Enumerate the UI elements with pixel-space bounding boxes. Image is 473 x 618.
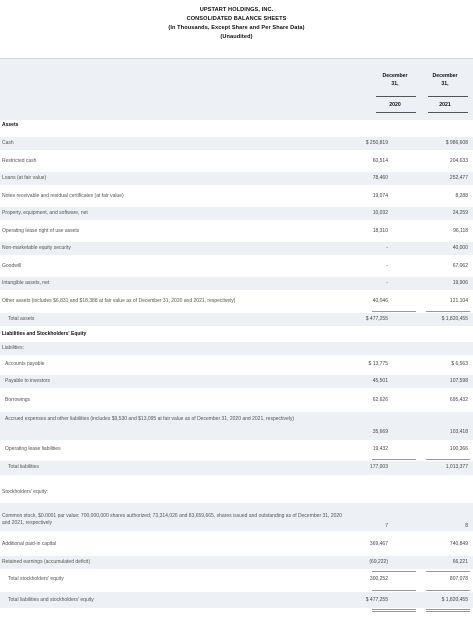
row-label: Total liabilities [8, 464, 39, 470]
value-2020: 60,514 [372, 158, 388, 164]
value-2020: $ 250,819 [365, 140, 388, 146]
subtotal-line [372, 590, 416, 591]
audit-note: (Unaudited) [220, 34, 253, 40]
row-label: Operating lease liabilities [5, 446, 61, 452]
row-label: Retained earnings (accumulated deficit) [2, 559, 91, 565]
subtotal-line [426, 459, 470, 460]
subtotal-line [372, 571, 416, 572]
value-2021: 121,104 [449, 298, 468, 304]
table-row [0, 155, 473, 168]
table-row [0, 277, 473, 290]
value-2020: $ 13,775 [368, 361, 388, 367]
col-2021-month: December [432, 73, 458, 79]
value-2020: - [386, 263, 388, 269]
table-row [0, 190, 473, 203]
subtotal-line [426, 590, 470, 591]
units-note: (In Thousands, Except Share and Per Share Data) [168, 25, 305, 31]
row-label: Restricted cash [2, 158, 37, 164]
statement-title: CONSOLIDATED BALANCE SHEETS [186, 16, 287, 22]
value-2020: 19,432 [372, 446, 388, 452]
value-2020: $ 477,255 [365, 316, 388, 322]
col-2021-year: 2021 [439, 102, 451, 108]
table-row [0, 412, 473, 440]
row-label: Intangible assets, net [2, 280, 50, 286]
col-2021-underline [428, 96, 468, 97]
row-label: Borrowings [5, 397, 31, 403]
column-header-band [0, 58, 473, 120]
row-label: Other assets (includes $6,831 and $18,388 at fair value as of December 31, 2020 and 2021, respectively) [2, 298, 236, 304]
row-label: Payable to investors [5, 378, 51, 384]
table-row [0, 358, 473, 371]
row-label: Goodwill [2, 263, 22, 269]
row-label: Property, equipment, and software, net [2, 210, 88, 216]
value-2020: 45,501 [372, 378, 388, 384]
value-2021: $ 1,820,455 [441, 316, 468, 322]
value-2021: 8 [465, 523, 468, 529]
row-label: Total stockholders' equity [8, 576, 64, 582]
value-2020: 40,046 [372, 298, 388, 304]
table-row [0, 538, 473, 551]
value-2020: 18,310 [372, 228, 388, 234]
table-row [0, 242, 473, 255]
value-2020: 62,626 [372, 397, 388, 403]
value-2021: 740,849 [449, 541, 468, 547]
value-2020: (69,222) [369, 559, 388, 565]
row-label: Common stock, $0.0001 par value; 700,000,000 shares authorized; 73,314,026 and 83,659,665, shares issued and outstanding as of December 31, 2020 and 2021, respectively [2, 513, 342, 526]
statement-header [0, 6, 473, 42]
table-row-total [0, 592, 473, 608]
col-2020-month: December [382, 73, 408, 79]
value-2020: 78,460 [372, 175, 388, 181]
table-row [0, 443, 473, 456]
row-label: Non-marketable equity security [2, 245, 71, 251]
section-label: Assets [2, 122, 19, 128]
value-2020: - [386, 280, 388, 286]
divider [0, 58, 473, 59]
value-2021: 252,477 [449, 175, 468, 181]
col-2021-header [410, 72, 473, 88]
value-2021: $ 1,820,455 [441, 597, 468, 603]
row-label: Operating lease right of use assets [2, 228, 80, 234]
value-2020: 10,032 [372, 210, 388, 216]
double-underline [426, 611, 470, 612]
value-2021: 24,259 [452, 210, 468, 216]
value-2020: 369,467 [369, 541, 388, 547]
table-row [0, 375, 473, 388]
subsection-liabilities [0, 342, 473, 355]
table-row [0, 172, 473, 185]
value-2021: 100,366 [449, 446, 468, 452]
subtotal-line [372, 311, 416, 312]
table-row-total [0, 313, 473, 326]
col-2021-underline-2 [428, 112, 468, 113]
value-2021: 67,062 [452, 263, 468, 269]
value-2020: 35,669 [372, 429, 388, 435]
col-2021-day: 31, [441, 81, 449, 87]
row-label: Notes receivable and residual certificates (at fair value) [2, 193, 124, 199]
value-2020: 300,252 [369, 576, 388, 582]
value-2020: 177,003 [369, 464, 388, 470]
section-liab-equity [0, 329, 473, 339]
subsection-equity [0, 487, 473, 497]
row-label: Accrued expenses and other liabilities (includes $9,530 and $13,095 at fair value as of December 31, 2020 and 2021, respectively) [5, 416, 295, 422]
double-underline [372, 609, 416, 610]
company-name: UPSTART HOLDINGS, INC. [199, 7, 274, 13]
row-label: Total assets [8, 316, 35, 322]
subsection-label: Stockholders' equity: [2, 489, 48, 495]
value-2021: 40,000 [452, 245, 468, 251]
value-2021: 807,078 [449, 576, 468, 582]
col-2020-year: 2020 [389, 102, 401, 108]
value-2021: 66,221 [452, 559, 468, 565]
subsection-label: Liabilities: [2, 345, 24, 351]
section-assets [0, 121, 473, 130]
row-label: Cash [2, 140, 14, 146]
value-2021: 19,906 [452, 280, 468, 286]
value-2021: 96,118 [453, 228, 468, 234]
value-2020: 19,074 [372, 193, 388, 199]
double-underline [426, 609, 470, 610]
table-row [0, 394, 473, 407]
table-row [0, 260, 473, 273]
row-label: Additional paid-in capital [2, 541, 57, 547]
table-row [0, 137, 473, 150]
subtotal-line [426, 571, 470, 572]
value-2021: 103,418 [449, 429, 468, 435]
table-row-total [0, 461, 473, 475]
table-row [0, 556, 473, 569]
col-2020-underline-2 [376, 112, 416, 113]
row-label: Total liabilities and stockholders' equity [8, 597, 94, 603]
col-2020-underline [376, 96, 416, 97]
subtotal-line [372, 459, 416, 460]
value-2021: 695,432 [449, 397, 468, 403]
table-row-total [0, 573, 473, 586]
table-row [0, 207, 473, 220]
table-row [0, 295, 473, 308]
value-2021: 204,633 [449, 158, 468, 164]
subtotal-line [426, 311, 470, 312]
value-2021: 8,288 [455, 193, 468, 199]
value-2021: 1,013,377 [445, 464, 468, 470]
table-row [0, 503, 473, 531]
value-2020: $ 477,255 [365, 597, 388, 603]
value-2021: $ 6,563 [451, 361, 468, 367]
value-2021: $ 986,608 [445, 140, 468, 146]
row-label: Accounts payable [5, 361, 45, 367]
section-label: Liabilities and Stockholders' Equity [2, 331, 87, 337]
double-underline [372, 611, 416, 612]
value-2021: 107,598 [449, 378, 468, 384]
col-2020-day: 31, [391, 81, 399, 87]
value-2020: 7 [385, 523, 388, 529]
value-2020: - [386, 245, 388, 251]
table-row [0, 225, 473, 238]
row-label: Loans (at fair value) [2, 175, 47, 181]
